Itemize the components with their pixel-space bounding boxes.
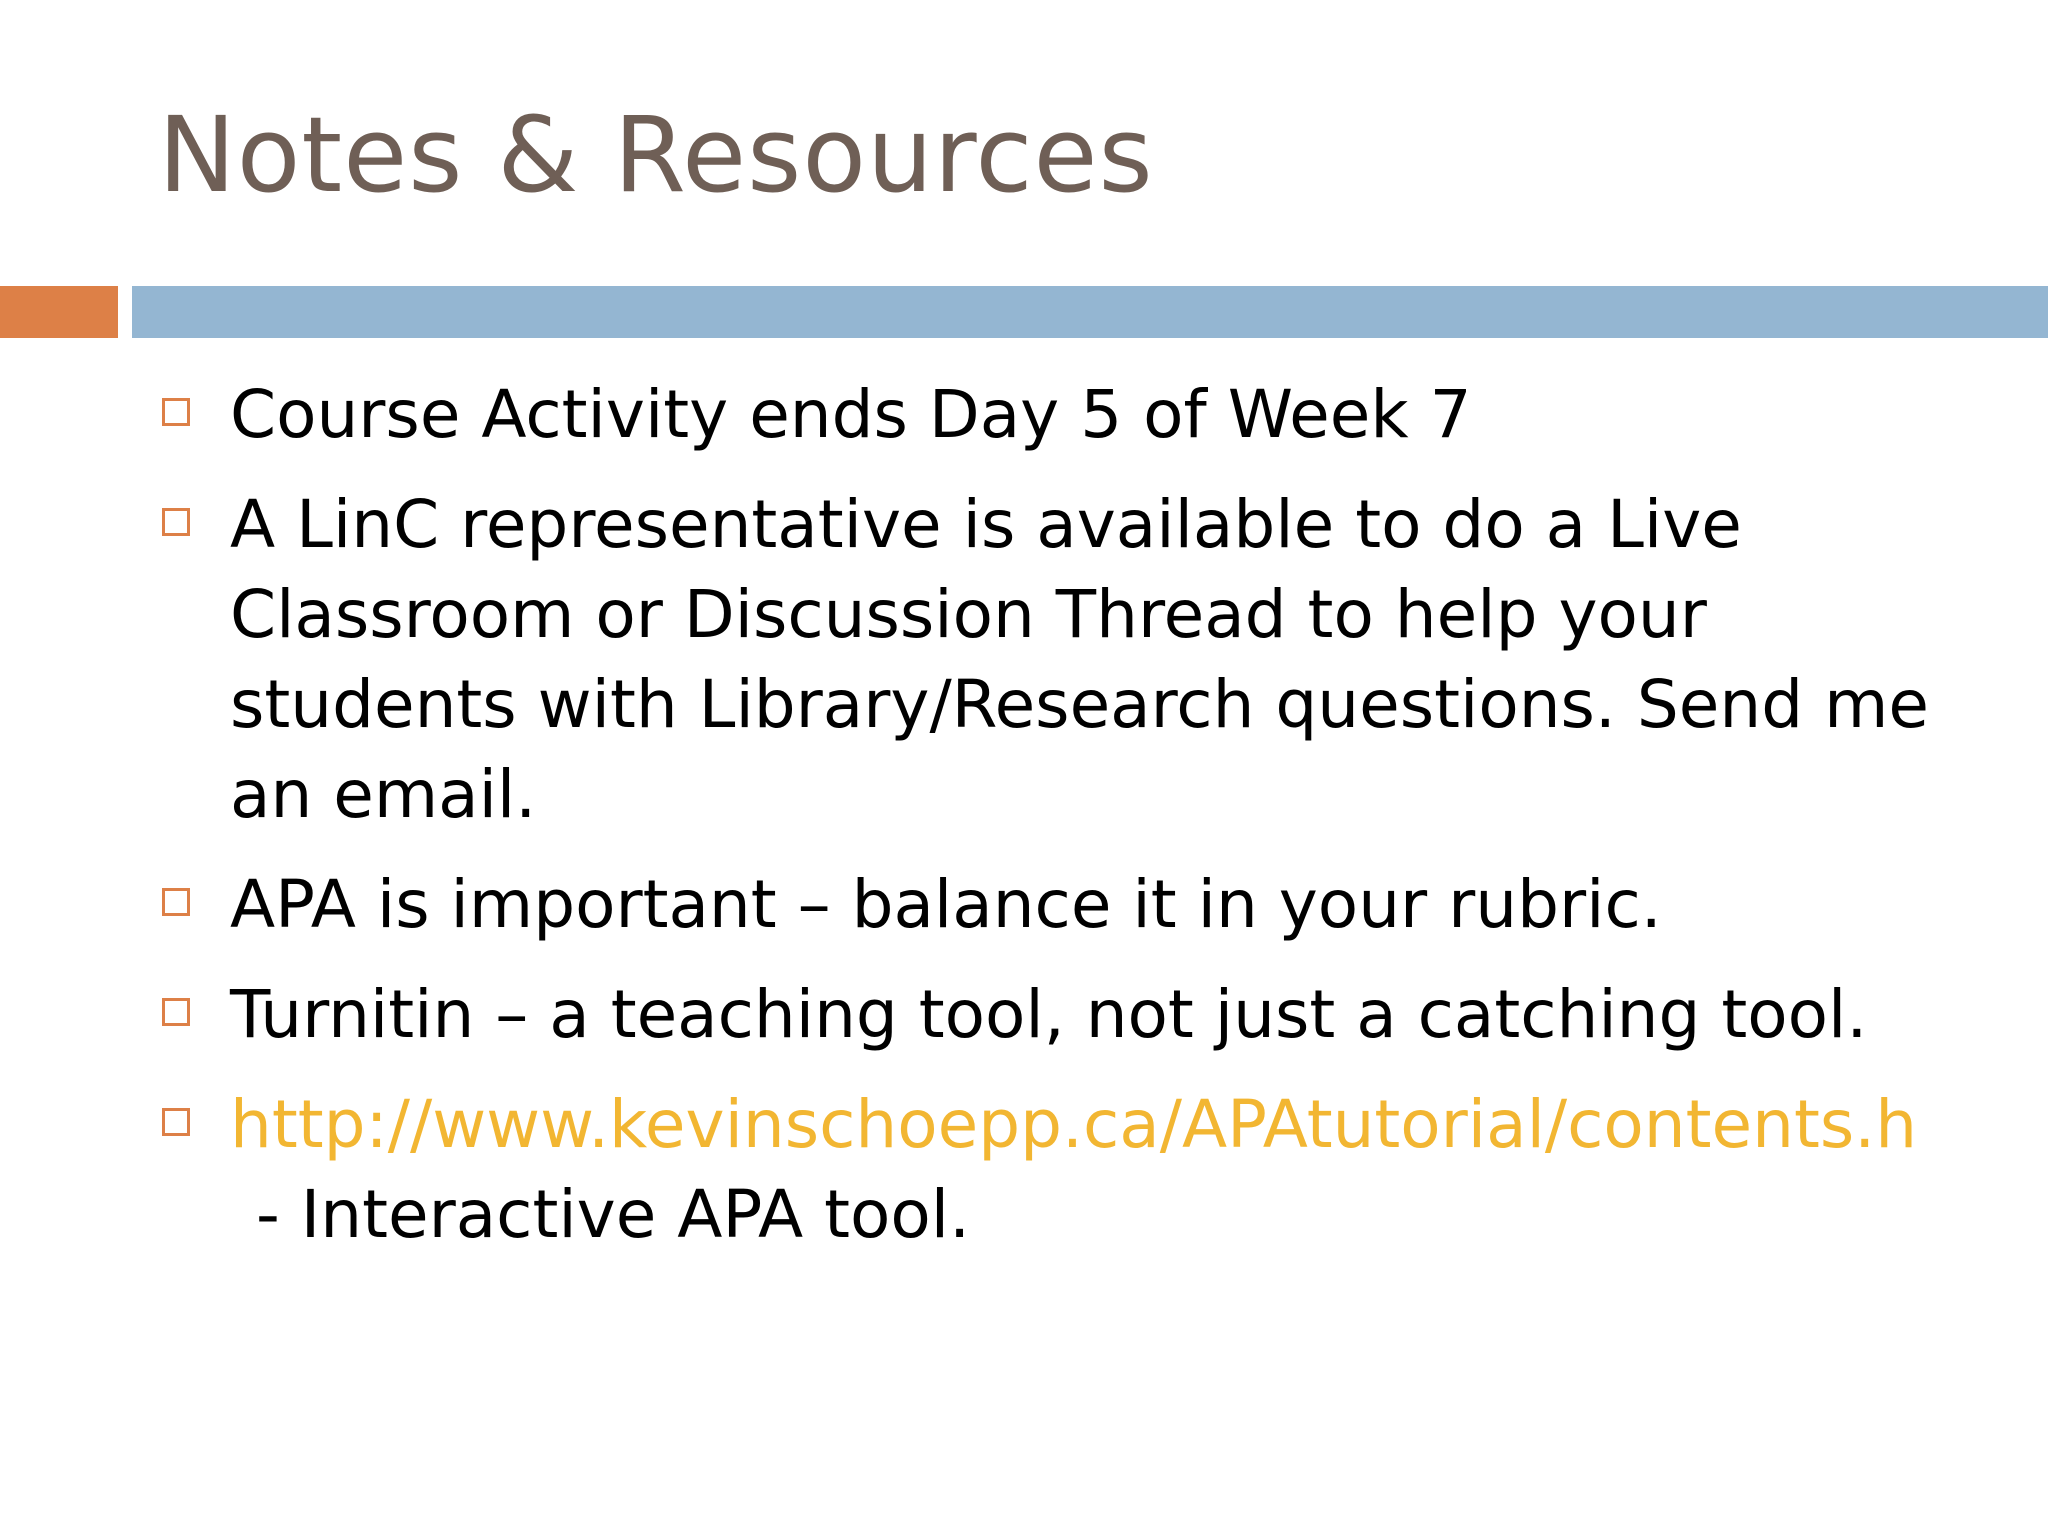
square-bullet-icon (162, 508, 190, 536)
bullet-text: Course Activity ends Day 5 of Week 7 (230, 376, 1472, 453)
bullet-item (160, 480, 2000, 840)
bullet-text: Turnitin – a teaching tool, not just a catching tool. (230, 976, 1868, 1053)
bullet-list (160, 370, 2000, 1280)
square-bullet-icon (162, 888, 190, 916)
apa-tutorial-link[interactable]: http://www.kevinschoepp.ca/APAtutorial/contents.h (230, 1086, 1918, 1163)
square-bullet-icon (162, 398, 190, 426)
bullet-text-line: A LinC representative is available to do a Live (230, 486, 1742, 563)
bullet-text-line: students with Library/Research questions. Send me (230, 666, 1929, 743)
accent-bar-orange (0, 286, 118, 338)
bullet-item (160, 860, 2000, 950)
square-bullet-icon (162, 998, 190, 1026)
square-bullet-icon (162, 1108, 190, 1136)
bullet-text-line: an email. (230, 756, 537, 833)
bullet-item (160, 970, 2000, 1060)
bullet-text-line: Classroom or Discussion Thread to help your (230, 576, 1707, 653)
accent-bar-blue (132, 286, 2048, 338)
bullet-text: APA is important – balance it in your rubric. (230, 866, 1662, 943)
bullet-item (160, 1080, 2000, 1260)
bullet-item (160, 370, 2000, 460)
bullet-text-subline: - Interactive APA tool. (256, 1176, 971, 1253)
slide-title: Notes & Resources (158, 94, 1154, 216)
